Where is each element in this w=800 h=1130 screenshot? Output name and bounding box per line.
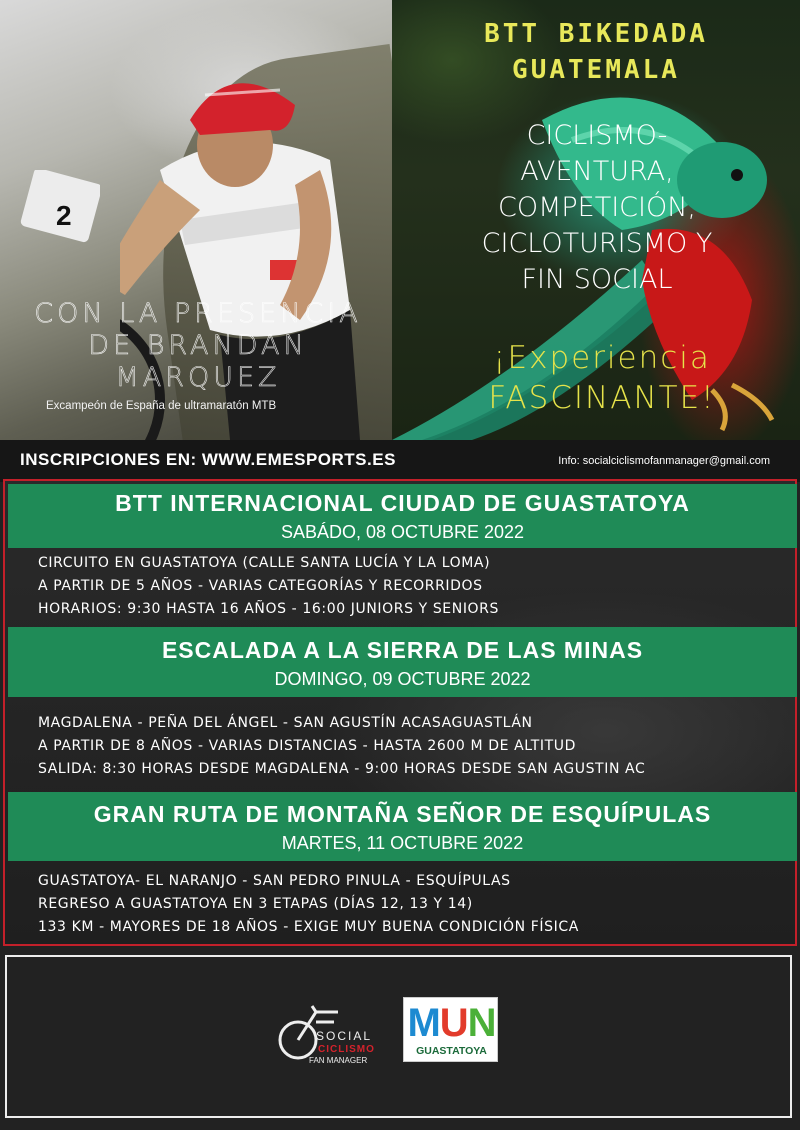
presence-line: MARQUEZ — [115, 362, 281, 393]
muni-guastatoya-logo — [403, 997, 498, 1062]
quetzal-photo — [392, 0, 800, 440]
event-detail-line: GUASTATOYA- EL NARANJO - SAN PEDRO PINULA - ESQUÍPULAS — [38, 873, 511, 889]
title-line: BTT BIKEDADA — [484, 19, 708, 49]
muni-wordmark — [404, 1002, 499, 1044]
experience-slogan — [432, 338, 772, 418]
event-detail-line: REGRESO A GUASTATOYA EN 3 ETAPAS (DÍAS 12, 13 Y 14) — [38, 896, 473, 912]
tagline-line: CICLISMO- — [526, 120, 668, 151]
registration-link[interactable]: INSCRIPCIONES EN: WWW.EMESPORTS.ES — [20, 450, 396, 469]
event-detail-line: A PARTIR DE 5 AÑOS - VARIAS CATEGORÍAS Y RECORRIDOS — [38, 578, 483, 594]
bib-number: 2 — [56, 200, 72, 231]
tagline-line: CICLOTURISMO Y — [481, 228, 713, 259]
event-detail-line: MAGDALENA - PEÑA DEL ÁNGEL - SAN AGUSTÍN ACASAGUASTLÁN — [38, 715, 533, 731]
title-line: GUATEMALA — [512, 55, 680, 85]
event-details-3 — [38, 870, 788, 939]
sponsors-box — [5, 955, 792, 1118]
rider-photo — [0, 0, 392, 440]
bib-plate — [20, 170, 100, 250]
event-date: DOMINGO, 09 OCTUBRE 2022 — [274, 669, 531, 689]
event-date: MARTES, 11 OCTUBRE 2022 — [281, 833, 524, 853]
guest-presence-text — [18, 298, 378, 394]
event-detail-line: HORARIOS: 9:30 HASTA 16 AÑOS - 16:00 JUNIORS Y SENIORS — [38, 601, 499, 617]
social-ciclismo-logo — [276, 1002, 394, 1072]
social-logo-line1: SOCIAL — [316, 1029, 373, 1043]
event-title: GRAN RUTA DE MONTAÑA SEÑOR DE ESQUÍPULAS — [93, 801, 712, 827]
slogan-line: FASCINANTE! — [488, 380, 716, 416]
presence-line: DE BRANDAN — [88, 330, 308, 361]
tagline — [452, 118, 742, 298]
event-detail-line: 133 KM - MAYORES DE 18 AÑOS - EXIGE MUY BUENA CONDICIÓN FÍSICA — [38, 919, 579, 935]
muni-letter-u: U — [439, 1001, 468, 1045]
muni-letter-m: M — [407, 1001, 440, 1045]
event-date: SABÁDO, 08 OCTUBRE 2022 — [280, 522, 525, 542]
event-series-title — [392, 16, 800, 88]
event-details-1 — [38, 552, 788, 621]
tagline-line: AVENTURA, — [520, 156, 674, 187]
event-title: BTT INTERNACIONAL CIUDAD DE GUASTATOYA — [115, 490, 690, 516]
event-details-2 — [38, 712, 788, 781]
muni-letter-n: N — [467, 1001, 496, 1045]
social-logo-line3: FAN MANAGER — [309, 1056, 368, 1065]
event-detail-line: SALIDA: 8:30 HORAS DESDE MAGDALENA - 9:00 HORAS DESDE SAN AGUSTIN AC — [38, 761, 646, 777]
slogan-line: ¡Experiencia — [493, 340, 711, 376]
guest-title: Excampeón de España de ultramaratón MTB — [46, 400, 277, 412]
muni-subtitle: GUASTATOYA — [416, 1045, 487, 1057]
event-detail-line: CIRCUITO EN GUASTATOYA (CALLE SANTA LUCÍA Y LA LOMA) — [38, 555, 491, 571]
tagline-line: FIN SOCIAL — [521, 264, 673, 295]
hero-banner — [0, 0, 800, 440]
event-header-2 — [8, 627, 797, 697]
contact-email[interactable]: Info: socialciclismofanmanager@gmail.com — [558, 455, 770, 467]
social-logo-line2: CICLISMO — [318, 1044, 375, 1055]
event-title: ESCALADA A LA SIERRA DE LAS MINAS — [161, 637, 644, 663]
event-header-1 — [8, 484, 797, 548]
event-detail-line: A PARTIR DE 8 AÑOS - VARIAS DISTANCIAS - HASTA 2600 M DE ALTITUD — [38, 738, 576, 754]
event-header-3 — [8, 792, 797, 861]
tagline-line: COMPETICIÓN, — [497, 192, 697, 223]
events-panel — [3, 479, 797, 946]
presence-line: CON LA PRESENCIA — [34, 298, 362, 329]
registration-strip — [0, 440, 800, 482]
